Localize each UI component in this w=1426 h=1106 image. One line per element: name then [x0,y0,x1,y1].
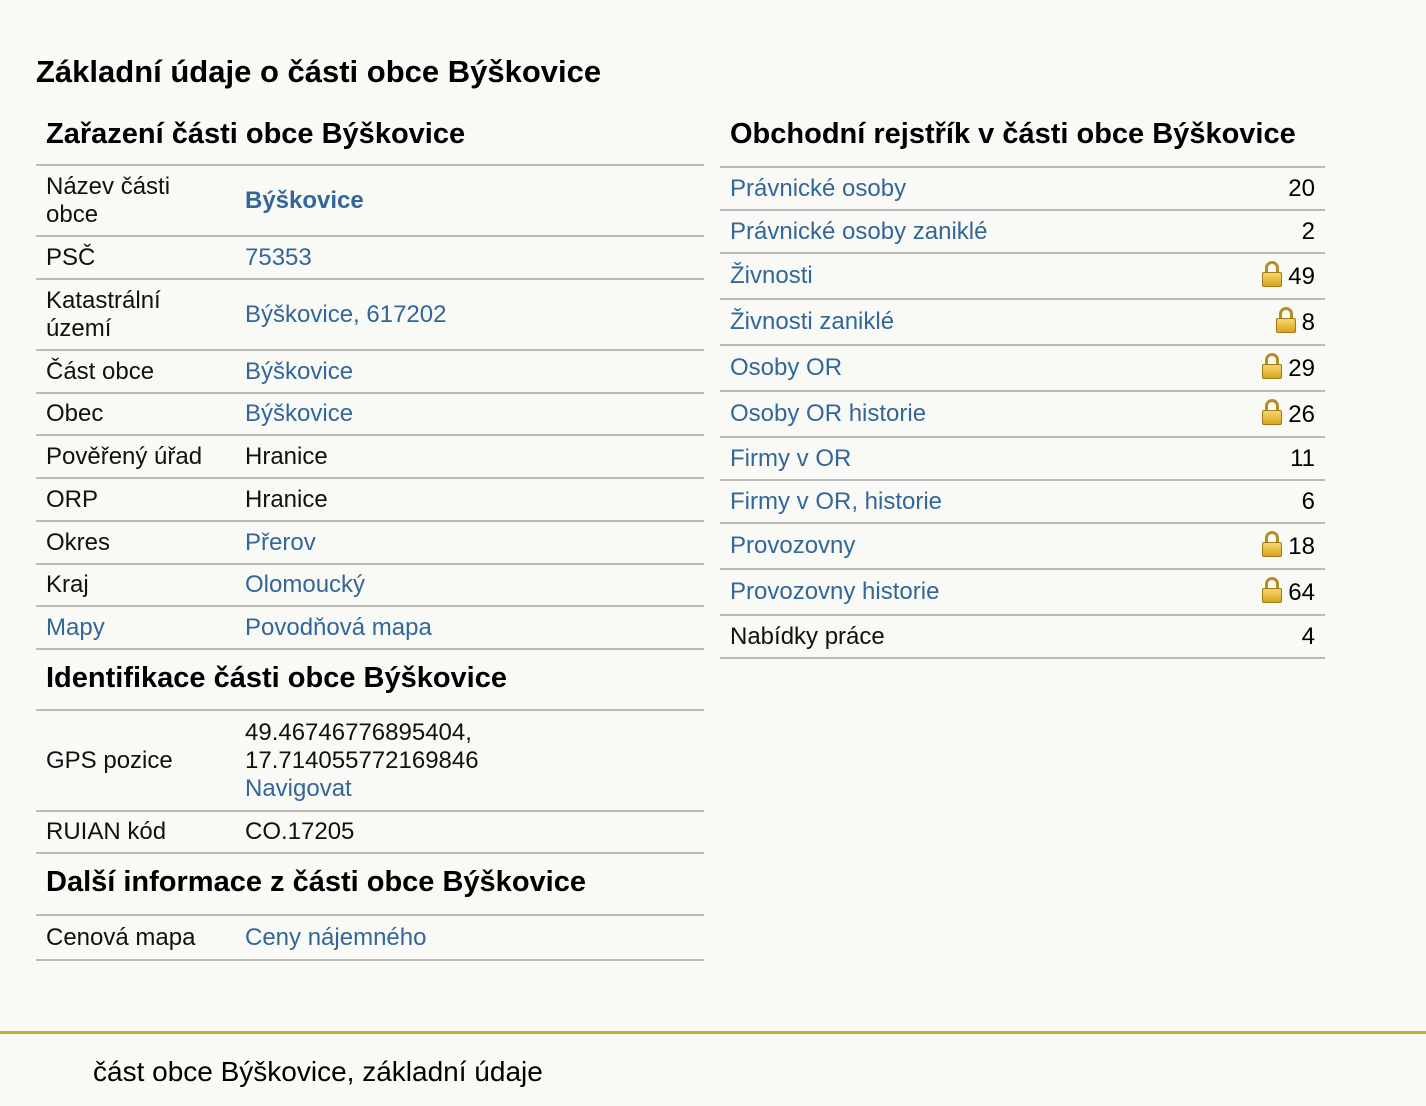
lock-icon [1262,261,1282,287]
link-provozovny[interactable]: Provozovny [730,532,856,559]
link-obec[interactable]: Býškovice [245,400,354,427]
dalsi-table [36,916,704,961]
link-firmy-v-or-historie[interactable]: Firmy v OR, historie [730,487,943,515]
table-row [720,569,1325,615]
row-label-obec: Obec [36,393,235,435]
lock-icon [1262,577,1282,603]
link-ceny-najemneho[interactable]: Ceny nájemného [245,923,427,951]
link-nazev-casti-obce[interactable]: Býškovice [245,186,364,214]
row-label-psc: PSČ [36,236,235,279]
lock-icon [1276,307,1296,333]
link-kraj[interactable]: Olomoucký [245,571,366,598]
row-label-cenova-mapa: Cenová mapa [36,916,235,960]
link-provozovny-historie[interactable]: Provozovny historie [730,578,940,605]
table-row [36,435,704,478]
table-row [720,615,1325,658]
count-value: 18 [1288,533,1315,560]
dalsi-section-title: Další informace z části obce Býškovice [36,854,704,916]
zarazeni-table [36,166,704,650]
obchodni-section-title: Obchodní rejstřík v části obce Býškovice [720,110,1325,168]
link-mapy[interactable]: Mapy [46,613,105,641]
row-label-kraj: Kraj [36,564,235,606]
lock-icon [1262,531,1282,557]
count-value: 2 [1301,217,1315,245]
table-row [720,299,1325,345]
count-value: 26 [1288,401,1315,428]
link-okres[interactable]: Přerov [245,528,316,556]
footer-divider [0,1031,1426,1034]
table-row [36,236,704,279]
row-label-katastralni-uzemi: Katastrální území [36,279,235,350]
gps-latitude: 49.46746776895404, [245,718,472,746]
table-row [36,350,704,393]
identifikace-section-title: Identifikace části obce Býškovice [36,650,704,711]
lock-icon [1262,353,1282,379]
table-row [720,391,1325,437]
count-value: 29 [1288,355,1315,382]
table-row [36,478,704,521]
identifikace-table [36,711,704,854]
link-osoby-or-historie[interactable]: Osoby OR historie [730,400,927,427]
count-value: 4 [1301,622,1315,650]
footer-caption: část obce Býškovice, základní údaje [93,1056,543,1087]
table-row [720,480,1325,523]
ruian-value: CO.17205 [235,811,704,853]
obchodni-table [720,168,1325,659]
row-label-ruian: RUIAN kód [36,811,235,853]
row-label-okres: Okres [36,521,235,564]
table-row [36,916,704,960]
table-row [36,521,704,564]
table-row [36,279,704,350]
table-row [36,811,704,853]
link-cast-obce[interactable]: Býškovice [245,357,354,385]
gps-longitude: 17.714055772169846 [245,746,479,774]
link-pravnicke-osoby[interactable]: Právnické osoby [730,174,907,202]
zarazeni-section-title: Zařazení části obce Býškovice [36,110,704,166]
count-value: 8 [1301,309,1315,336]
table-row [36,393,704,435]
right-column [720,110,1325,659]
link-firmy-v-or[interactable]: Firmy v OR [730,444,852,472]
table-row [720,523,1325,569]
link-povodnova-mapa[interactable]: Povodňová mapa [245,613,432,641]
count-value: 49 [1288,263,1315,290]
count-value: 64 [1288,579,1315,606]
link-katastralni-uzemi[interactable]: Býškovice, 617202 [245,300,447,328]
navigate-link[interactable]: Navigovat [245,774,352,802]
count-value: 6 [1301,487,1315,515]
link-psc[interactable]: 75353 [245,243,312,271]
table-row [36,166,704,236]
count-value: 20 [1288,174,1315,202]
link-pravnicke-osoby-zanikle[interactable]: Právnické osoby zaniklé [730,217,988,245]
table-row [36,711,704,811]
row-label-orp: ORP [36,478,235,521]
orp-value: Hranice [235,478,704,521]
table-row [720,253,1325,299]
table-row [720,210,1325,253]
link-zivnosti[interactable]: Živnosti [730,262,813,289]
nabidky-prace-label: Nabídky práce [720,615,1199,658]
table-row [36,564,704,606]
row-label-cast-obce: Část obce [36,350,235,393]
table-row [36,606,704,649]
row-label-povereny-urad: Pověřený úřad [36,435,235,478]
povereny-urad-value: Hranice [235,435,704,478]
page-title: Základní údaje o části obce Býškovice [36,54,602,89]
lock-icon [1262,399,1282,425]
row-label-nazev: Název části obce [36,166,235,236]
table-row [720,345,1325,391]
row-label-gps: GPS pozice [36,711,235,811]
table-row [720,168,1325,210]
left-column [36,110,704,961]
count-value: 11 [1290,444,1315,472]
table-row [720,437,1325,480]
link-osoby-or[interactable]: Osoby OR [730,354,843,381]
link-zivnosti-zanikle[interactable]: Živnosti zaniklé [730,308,895,335]
